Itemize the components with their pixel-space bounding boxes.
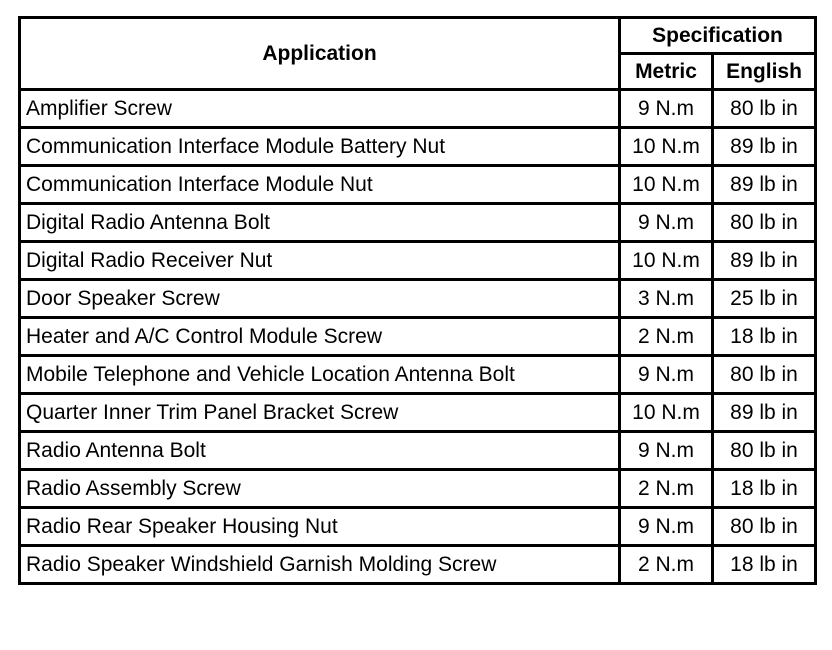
metric-cell: 2 N.m: [620, 470, 713, 508]
application-cell: Amplifier Screw: [20, 90, 620, 128]
english-cell: 80 lb in: [713, 90, 816, 128]
table-row: [20, 508, 816, 546]
english-cell: 89 lb in: [713, 166, 816, 204]
english-cell: 80 lb in: [713, 508, 816, 546]
metric-cell: 9 N.m: [620, 356, 713, 394]
table-row: [20, 166, 816, 204]
application-cell: Heater and A/C Control Module Screw: [20, 318, 620, 356]
table-row: [20, 242, 816, 280]
table-row: [20, 204, 816, 242]
application-cell: Radio Antenna Bolt: [20, 432, 620, 470]
metric-cell: 10 N.m: [620, 242, 713, 280]
english-cell: 89 lb in: [713, 394, 816, 432]
metric-cell: 2 N.m: [620, 318, 713, 356]
table-row: [20, 90, 816, 128]
metric-cell: 9 N.m: [620, 508, 713, 546]
specification-header: Specification: [620, 18, 816, 54]
table-row: [20, 432, 816, 470]
application-cell: Quarter Inner Trim Panel Bracket Screw: [20, 394, 620, 432]
metric-cell: 2 N.m: [620, 546, 713, 584]
table-row: [20, 318, 816, 356]
english-cell: 25 lb in: [713, 280, 816, 318]
english-cell: 18 lb in: [713, 546, 816, 584]
metric-header: Metric: [620, 54, 713, 90]
table-row: [20, 128, 816, 166]
metric-cell: 3 N.m: [620, 280, 713, 318]
table-body: [20, 90, 816, 584]
english-cell: 18 lb in: [713, 470, 816, 508]
english-cell: 80 lb in: [713, 204, 816, 242]
specification-table: [18, 16, 817, 585]
table-row: [20, 546, 816, 584]
application-cell: Radio Assembly Screw: [20, 470, 620, 508]
metric-cell: 9 N.m: [620, 432, 713, 470]
application-cell: Digital Radio Receiver Nut: [20, 242, 620, 280]
application-cell: Radio Speaker Windshield Garnish Molding Screw: [20, 546, 620, 584]
application-cell: Digital Radio Antenna Bolt: [20, 204, 620, 242]
table-row: [20, 394, 816, 432]
english-cell: 80 lb in: [713, 356, 816, 394]
application-cell: Mobile Telephone and Vehicle Location Antenna Bolt: [20, 356, 620, 394]
table-row: [20, 280, 816, 318]
metric-cell: 9 N.m: [620, 204, 713, 242]
english-cell: 80 lb in: [713, 432, 816, 470]
english-cell: 89 lb in: [713, 242, 816, 280]
english-cell: 89 lb in: [713, 128, 816, 166]
application-cell: Door Speaker Screw: [20, 280, 620, 318]
application-header: Application: [20, 18, 620, 90]
english-header: English: [713, 54, 816, 90]
table-row: [20, 356, 816, 394]
table-header: [20, 18, 816, 90]
metric-cell: 10 N.m: [620, 394, 713, 432]
metric-cell: 10 N.m: [620, 166, 713, 204]
application-cell: Communication Interface Module Battery Nut: [20, 128, 620, 166]
application-cell: Radio Rear Speaker Housing Nut: [20, 508, 620, 546]
metric-cell: 9 N.m: [620, 90, 713, 128]
application-cell: Communication Interface Module Nut: [20, 166, 620, 204]
table-row: [20, 470, 816, 508]
english-cell: 18 lb in: [713, 318, 816, 356]
metric-cell: 10 N.m: [620, 128, 713, 166]
